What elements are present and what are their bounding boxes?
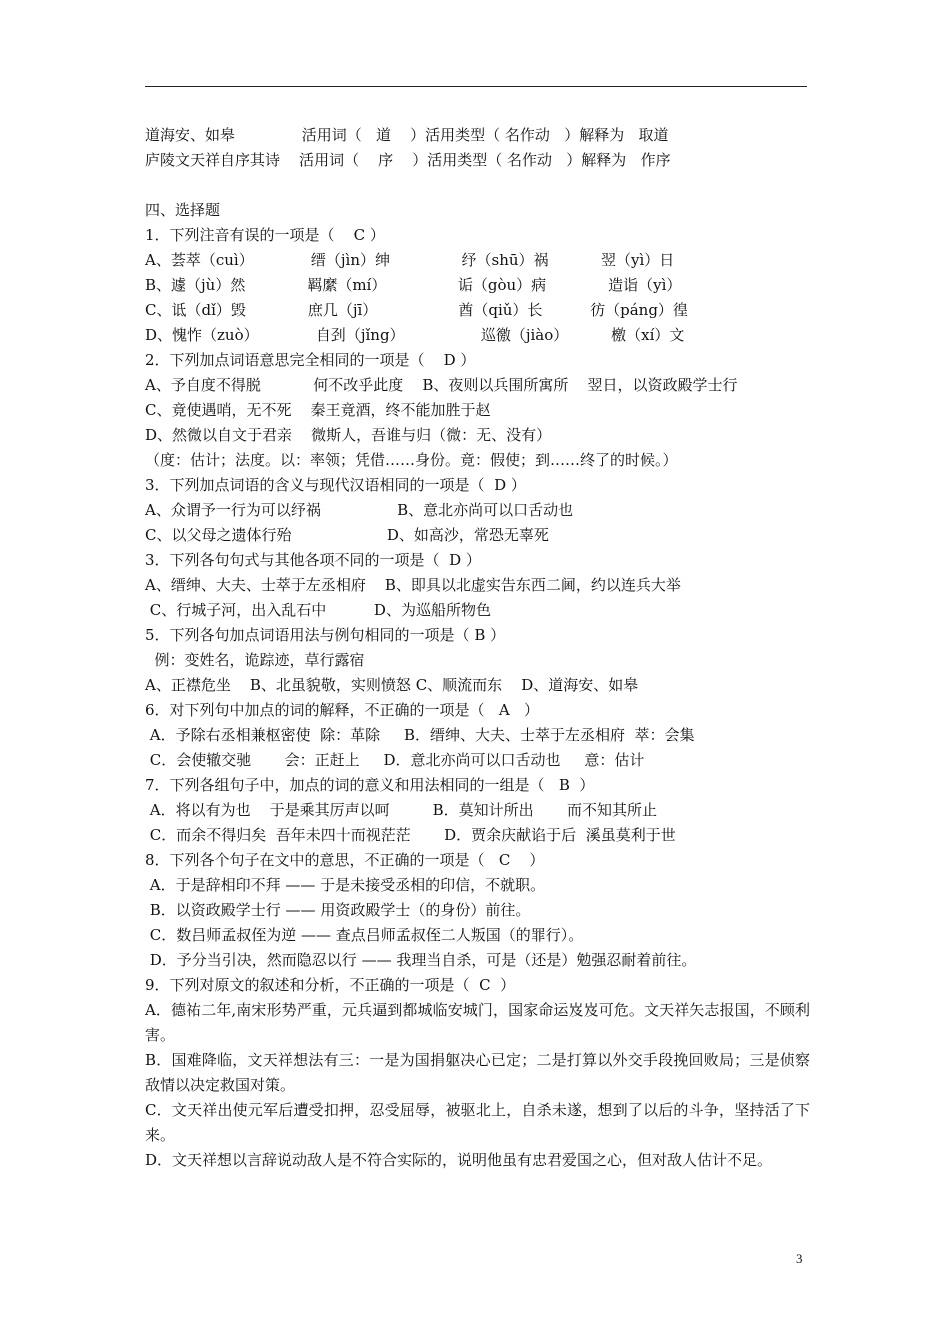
- question-8: 8．下列各个句子在文中的意思，不正确的一项是（ C ）: [145, 851, 545, 869]
- option-line: D、愧怍（zuò） 自刭（jǐng） 巡徼（jiào） 檄（xí）文: [145, 326, 685, 344]
- option-line: A．于是辞相印不拜 —— 于是未接受丞相的印信，不就职。: [145, 876, 546, 894]
- note-line: （度：估计；法度。以：率领；凭借……身份。竟：假使；到……终了的时候。）: [145, 451, 678, 469]
- option-line: C、行城子河，出入乱石中 D、为巡船所物色: [145, 601, 491, 619]
- question-9: 9．下列对原文的叙述和分析，不正确的一项是（ C ）: [145, 976, 516, 994]
- option-line: C．数吕师孟叔侄为逆 —— 查点吕师孟叔侄二人叛国（的罪行）。: [145, 926, 584, 944]
- option-line: C．而余不得归矣 吾年未四十而视茫茫 D．贾余庆献谄于后 溪虽莫利于世: [145, 826, 676, 844]
- example-line: 例：变姓名，诡踪迹，草行露宿: [145, 651, 365, 669]
- option-line: B．以资政殿学士行 —— 用资政殿学士（的身份）前往。: [145, 901, 531, 919]
- option-paragraph: A．德祐二年,南宋形势严重，元兵逼到都城临安城门，国家命运岌岌可危。文天祥矢志报国，不顾利害。: [145, 1001, 810, 1044]
- question-2: 2．下列加点词语意思完全相同的一项是（ D ）: [145, 351, 476, 369]
- option-line: C、以父母之遗体行殆 D、如高沙，常恐无辜死: [145, 526, 549, 544]
- option-line: A．将以有为也 于是乘其厉声以呵 B．莫知计所出 而不知其所止: [145, 801, 657, 819]
- header-rule: [145, 86, 807, 87]
- blank-line: [145, 173, 810, 198]
- question-3: 3．下列加点词语的含义与现代汉语相同的一项是（ D ）: [145, 476, 526, 494]
- text-line: 庐陵文天祥自序其诗 活用词（ 序 ）活用类型（ 名作动 ）解释为 作序: [145, 151, 671, 169]
- option-paragraph: B．国难降临，文天祥想法有三：一是为国捐躯决心已定；二是打算以外交手段挽回败局；三是侦察敌情以决定救国对策。: [145, 1051, 810, 1094]
- option-line: C、竟使遇哨，无不死 秦王竟酒，终不能加胜于赵: [145, 401, 491, 419]
- text-line: 道海安、如皋 活用词（ 道 ）活用类型（ 名作动 ）解释为 取道: [145, 126, 669, 144]
- option-paragraph: D．文天祥想以言辞说动敌人是不符合实际的，说明他虽有忠君爱国之心，但对敌人估计不足。: [145, 1151, 773, 1169]
- option-line: A、荟萃（cuì） 缙（jìn）绅 纾（shū）祸 翌（yì）日: [145, 251, 675, 269]
- option-line: A、缙绅、大夫、士萃于左丞相府 B、即具以北虚实告东西二阃，约以连兵大举: [145, 576, 681, 594]
- option-paragraph: C．文天祥出使元军后遭受扣押，忍受屈辱，被驱北上，自杀未遂，想到了以后的斗争，坚持活了下来。: [145, 1101, 810, 1144]
- option-line: B、遽（jù）然 羁縻（mí） 诟（gòu）病 造诣（yì）: [145, 276, 682, 294]
- question-3b: 3．下列各句句式与其他各项不同的一项是（ D ）: [145, 551, 481, 569]
- option-line: A、众谓予一行为可以纾祸 B、意北亦尚可以口舌动也: [145, 501, 574, 519]
- page-content: [145, 123, 810, 1173]
- page-number: 3: [796, 1251, 803, 1266]
- option-line: D．予分当引决，然而隐忍以行 —— 我理当自杀，可是（还是）勉强忍耐着前往。: [145, 951, 697, 969]
- option-line: D、然微以自文于君亲 微斯人，吾谁与归（微：无、没有）: [145, 426, 552, 444]
- question-6: 6．对下列句中加点的词的解释，不正确的一项是（ A ）: [145, 701, 539, 719]
- question-7: 7．下列各组句子中，加点的词的意义和用法相同的一组是（ B ）: [145, 776, 595, 794]
- option-line: A．予除右丞相兼枢密使 除：革除 B．缙绅、大夫、士萃于左丞相府 萃：会集: [145, 726, 695, 744]
- option-line: A、予自度不得脱 何不改乎此度 B、夜则以兵围所寓所 翌日，以资政殿学士行: [145, 376, 738, 394]
- question-1: 1．下列注音有误的一项是（ C ）: [145, 226, 385, 244]
- option-line: C、诋（dǐ）毁 庶几（jī） 酋（qiǔ）长 彷（páng）徨: [145, 301, 688, 319]
- option-line: C．会使辙交驰 会：正赶上 D．意北亦尚可以口舌动也 意：估计: [145, 751, 645, 769]
- section-heading: 四、选择题: [145, 201, 221, 219]
- question-5: 5．下列各句加点词语用法与例句相同的一项是（ B ）: [145, 626, 506, 644]
- option-line: A、正襟危坐 B、北虽貌敬，实则愤怒 C、顺流而东 D、道海安、如皋: [145, 676, 639, 694]
